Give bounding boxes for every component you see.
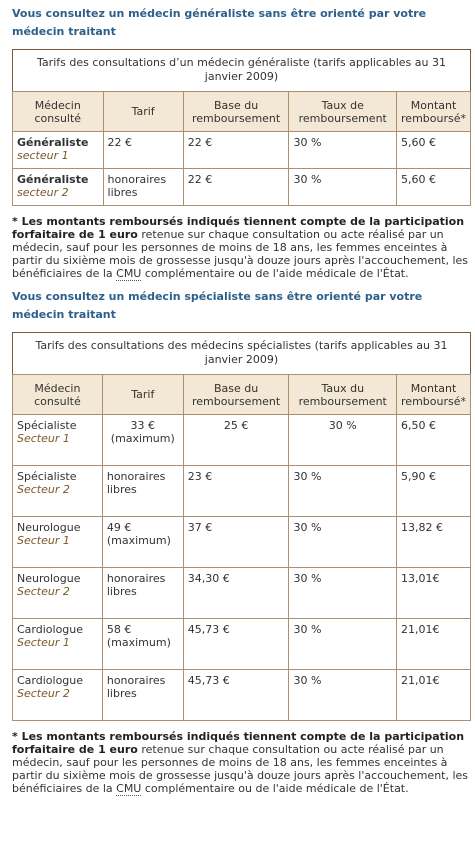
header-medecin: Médecin consulté <box>13 375 103 415</box>
cell-base: 45,73 € <box>183 619 289 670</box>
cell-montant: 5,60 € <box>397 169 471 206</box>
sector-label: secteur 1 <box>17 149 69 162</box>
header-base: Base du remboursement <box>183 375 289 415</box>
cell-taux: 30 % <box>289 568 397 619</box>
cell-doctor: Spécialiste Secteur 1 <box>13 415 103 466</box>
cell-montant: 21,01€ <box>397 619 471 670</box>
header-base: Base du remboursement <box>183 92 289 132</box>
cell-taux: 30 % <box>289 619 397 670</box>
cell-montant: 13,82 € <box>397 517 471 568</box>
sector-label: Secteur 2 <box>17 483 70 496</box>
section-heading-specialiste: Vous consultez un médecin spécialiste sans être orienté par votre médecin traitant <box>12 290 423 321</box>
footnote-specialiste: * Les montants remboursés indiqués tiennent compte de la participation forfaitaire de 1 euro retenue sur chaque consultation ou acte réalisé par un médecin, sauf pour les personnes de moins de 18 ans, les femmes enceintes à partir du sixième mois de grossesse jusqu'à douze jours après l'accouchement, les bénéficiaires de la CMU complémentaire ou de l'aide médicale de l'État. <box>12 730 469 795</box>
sector-label: Secteur 2 <box>17 687 70 700</box>
cmu-abbreviation: CMU <box>116 782 142 795</box>
header-tarif: Tarif <box>102 375 183 415</box>
cell-base: 22 € <box>183 132 289 169</box>
table-row <box>13 619 471 670</box>
cell-base: 45,73 € <box>183 670 289 721</box>
header-tarif: Tarif <box>103 92 183 132</box>
cell-tarif: honoraires libres <box>102 466 183 517</box>
cell-tarif: honoraires libres <box>102 568 183 619</box>
table-row <box>13 670 471 721</box>
cell-tarif: honoraires libres <box>103 169 183 206</box>
sector-label: Secteur 1 <box>17 636 70 649</box>
cell-taux: 30 % <box>289 466 397 517</box>
cell-base: 34,30 € <box>183 568 289 619</box>
table-row <box>13 568 471 619</box>
cell-taux: 30 % <box>289 517 397 568</box>
table-row <box>13 466 471 517</box>
header-montant: Montant remboursé* <box>397 375 471 415</box>
cell-montant: 21,01€ <box>397 670 471 721</box>
cell-montant: 13,01€ <box>397 568 471 619</box>
table-caption-generaliste: Tarifs des consultations d’un médecin généraliste (tarifs applicables au 31 janvier 2009) <box>12 49 471 91</box>
table-row <box>13 517 471 568</box>
tarifs-table-specialiste <box>12 374 471 721</box>
cell-base: 23 € <box>183 466 289 517</box>
cell-base: 25 € <box>183 415 289 466</box>
header-taux: Taux de remboursement <box>289 92 397 132</box>
cell-taux: 30 % <box>289 132 397 169</box>
cell-doctor: Cardiologue Secteur 2 <box>13 670 103 721</box>
cell-doctor: Spécialiste Secteur 2 <box>13 466 103 517</box>
cell-doctor: Neurologue Secteur 1 <box>13 517 103 568</box>
cell-tarif: 49 € (maximum) <box>102 517 183 568</box>
cell-doctor: Cardiologue Secteur 1 <box>13 619 103 670</box>
table-caption-specialiste: Tarifs des consultations des médecins spécialistes (tarifs applicables au 31 janvier 2009) <box>12 332 471 374</box>
sector-label: Secteur 1 <box>17 534 70 547</box>
cell-doctor: Généraliste secteur 1 <box>13 132 104 169</box>
header-taux: Taux du remboursement <box>289 375 397 415</box>
cell-montant: 6,50 € <box>397 415 471 466</box>
cell-montant: 5,60 € <box>397 132 471 169</box>
section-heading-generaliste: Vous consultez un médecin généraliste sans être orienté par votre médecin traitant <box>12 7 427 38</box>
table-header-row <box>13 375 471 415</box>
cell-montant: 5,90 € <box>397 466 471 517</box>
cmu-abbreviation: CMU <box>116 267 142 280</box>
cell-tarif: 22 € <box>103 132 183 169</box>
cell-taux: 30 % <box>289 670 397 721</box>
cell-tarif: 33 € (maximum) <box>102 415 183 466</box>
sector-label: Secteur 2 <box>17 585 70 598</box>
header-montant: Montant remboursé* <box>397 92 471 132</box>
sector-label: secteur 2 <box>17 186 69 199</box>
cell-tarif: 58 € (maximum) <box>102 619 183 670</box>
cell-tarif: honoraires libres <box>102 670 183 721</box>
table-header-row <box>13 92 471 132</box>
cell-taux: 30 % <box>289 415 397 466</box>
footnote-generaliste: * Les montants remboursés indiqués tiennent compte de la participation forfaitaire de 1 euro retenue sur chaque consultation ou acte réalisé par un médecin, sauf pour les personnes de moins de 18 ans, les femmes enceintes à partir du sixième mois de grossesse jusqu'à douze jours après l'accouchement, les bénéficiaires de la CMU complémentaire ou de l'aide médicale de l'État. <box>12 215 469 280</box>
table-row <box>13 169 471 206</box>
header-medecin: Médecin consulté <box>13 92 104 132</box>
cell-doctor: Neurologue Secteur 2 <box>13 568 103 619</box>
tarifs-table-generaliste <box>12 91 471 206</box>
table-row <box>13 132 471 169</box>
table-row <box>13 415 471 466</box>
sector-label: Secteur 1 <box>17 432 70 445</box>
cell-base: 37 € <box>183 517 289 568</box>
cell-taux: 30 % <box>289 169 397 206</box>
cell-doctor: Généraliste secteur 2 <box>13 169 104 206</box>
cell-base: 22 € <box>183 169 289 206</box>
